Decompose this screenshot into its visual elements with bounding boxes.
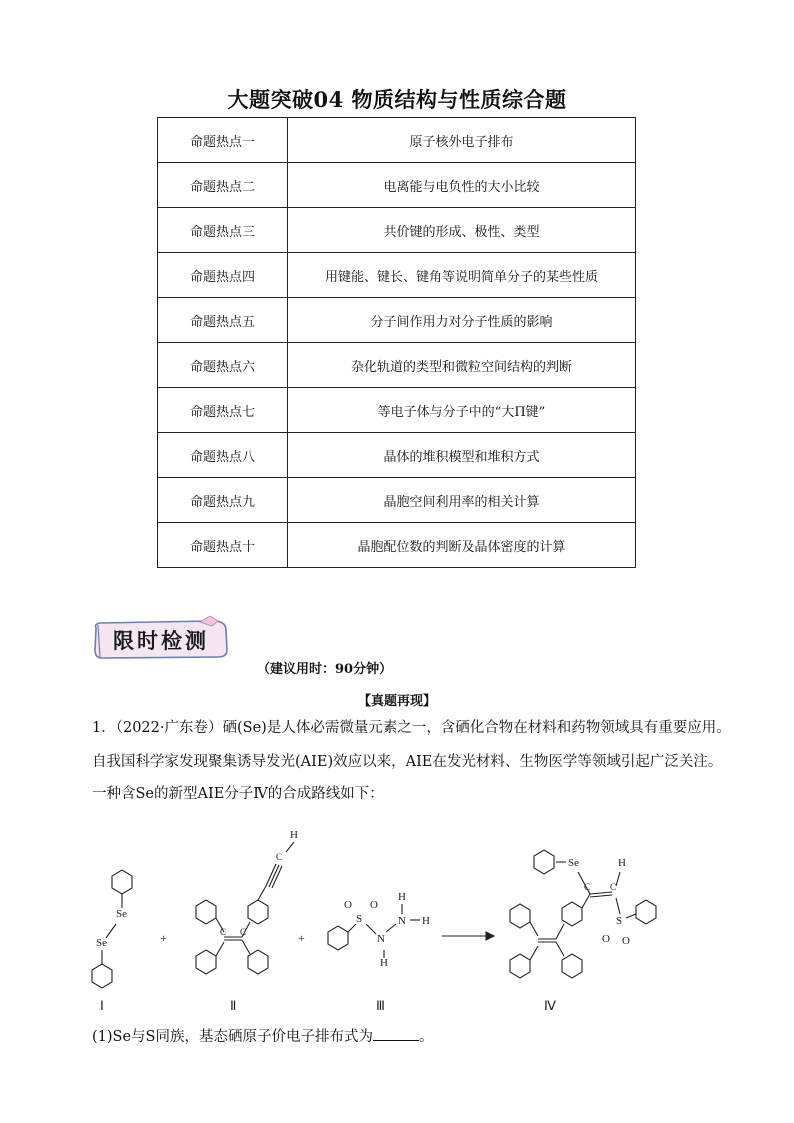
question-line-3: 一种含Se的新型AIE分子Ⅳ的合成路线如下： <box>92 786 384 802</box>
atom-c-2: C <box>240 927 247 937</box>
atom-h-4: H <box>422 915 430 927</box>
atom-c-3: C <box>276 852 283 862</box>
atom-c-1: C <box>220 927 227 937</box>
topic-label: 命题热点三 <box>158 208 288 253</box>
question-line-2: 自我国科学家发现聚集诱导发光(AIE)效应以来，AIE在发光材料、生物医学等领域引起广泛关注。 <box>92 754 723 770</box>
topic-row <box>158 298 636 343</box>
topic-label: 命题热点九 <box>158 478 288 523</box>
synthesis-scheme-diagram <box>80 820 700 1020</box>
topic-label: 命题热点七 <box>158 388 288 433</box>
topic-label: 命题热点一 <box>158 118 288 163</box>
plus-2: + <box>298 931 305 945</box>
time-limit-badge <box>90 616 232 660</box>
atom-c-5: C <box>610 882 617 892</box>
label-iv: Ⅳ <box>544 998 556 1013</box>
topic-content: 共价键的形成、极性、类型 <box>288 208 636 253</box>
topic-row <box>158 343 636 388</box>
label-ii: Ⅱ <box>230 998 237 1013</box>
time-note: （建议用时：90分钟） <box>257 662 393 677</box>
topic-label: 命题热点六 <box>158 343 288 388</box>
atom-h-1: H <box>290 829 298 841</box>
topic-content: 用键能、键长、键角等说明简单分子的某些性质 <box>288 253 636 298</box>
compound-ii <box>196 829 298 1013</box>
atom-o-2: O <box>370 899 378 911</box>
answer-blank[interactable] <box>373 1026 419 1041</box>
atom-se-3: Se <box>568 857 579 869</box>
topic-content: 晶胞空间利用率的相关计算 <box>288 478 636 523</box>
sub-question-1-end: 。 <box>419 1029 434 1045</box>
question-line-1: 1．（2022·广东卷）硒(Se)是人体必需微量元素之一，含硒化合物在材料和药物领域具有重要应用。 <box>92 720 731 736</box>
section-label: 【真题再现】 <box>357 694 436 709</box>
topic-row <box>158 523 636 568</box>
atom-se-1: Se <box>116 908 127 920</box>
atom-o-4: O <box>622 935 630 947</box>
atom-n-2: N <box>398 915 406 927</box>
topic-content: 杂化轨道的类型和微粒空间结构的判断 <box>288 343 636 388</box>
topic-label: 命题热点二 <box>158 163 288 208</box>
label-iii: Ⅲ <box>376 998 385 1013</box>
atom-se-2: Se <box>96 937 107 949</box>
topic-label: 命题热点五 <box>158 298 288 343</box>
label-i: Ⅰ <box>100 998 104 1013</box>
atom-o-3: O <box>602 933 610 945</box>
topic-row <box>158 163 636 208</box>
topic-row <box>158 118 636 163</box>
topic-row <box>158 433 636 478</box>
topic-row <box>158 388 636 433</box>
atom-h-5: H <box>618 857 626 869</box>
badge-label: 限时检测 <box>113 628 209 653</box>
topic-label: 命题热点十 <box>158 523 288 568</box>
topic-content: 分子间作用力对分子性质的影响 <box>288 298 636 343</box>
topic-row <box>158 253 636 298</box>
topic-content: 电离能与电负性的大小比较 <box>288 163 636 208</box>
topic-row <box>158 478 636 523</box>
page-title: 大题突破04 物质结构与性质综合题 <box>227 87 567 112</box>
topic-content: 晶胞配位数的判断及晶体密度的计算 <box>288 523 636 568</box>
atom-s-1: S <box>356 913 363 925</box>
atom-h-2: H <box>380 957 388 969</box>
topic-content: 晶体的堆积模型和堆积方式 <box>288 433 636 478</box>
topic-label: 命题热点八 <box>158 433 288 478</box>
atom-h-3: H <box>398 891 406 903</box>
topic-content: 原子核外电子排布 <box>288 118 636 163</box>
sub-question-1 <box>92 1025 434 1046</box>
topic-label: 命题热点四 <box>158 253 288 298</box>
topic-content: 等电子体与分子中的“大Π键” <box>288 388 636 433</box>
atom-c-4: C <box>584 882 591 892</box>
compound-iv <box>510 850 656 1013</box>
compound-iii <box>328 891 430 1013</box>
topic-row <box>158 208 636 253</box>
sub-question-1-text: (1)Se与S同族，基态硒原子价电子排布式为 <box>92 1029 373 1045</box>
atom-n-1: N <box>377 933 385 945</box>
plus-1: + <box>160 931 167 945</box>
topic-table <box>157 117 636 568</box>
atom-o-1: O <box>344 899 352 911</box>
atom-s-2: S <box>616 915 623 927</box>
compound-i <box>92 870 132 1013</box>
